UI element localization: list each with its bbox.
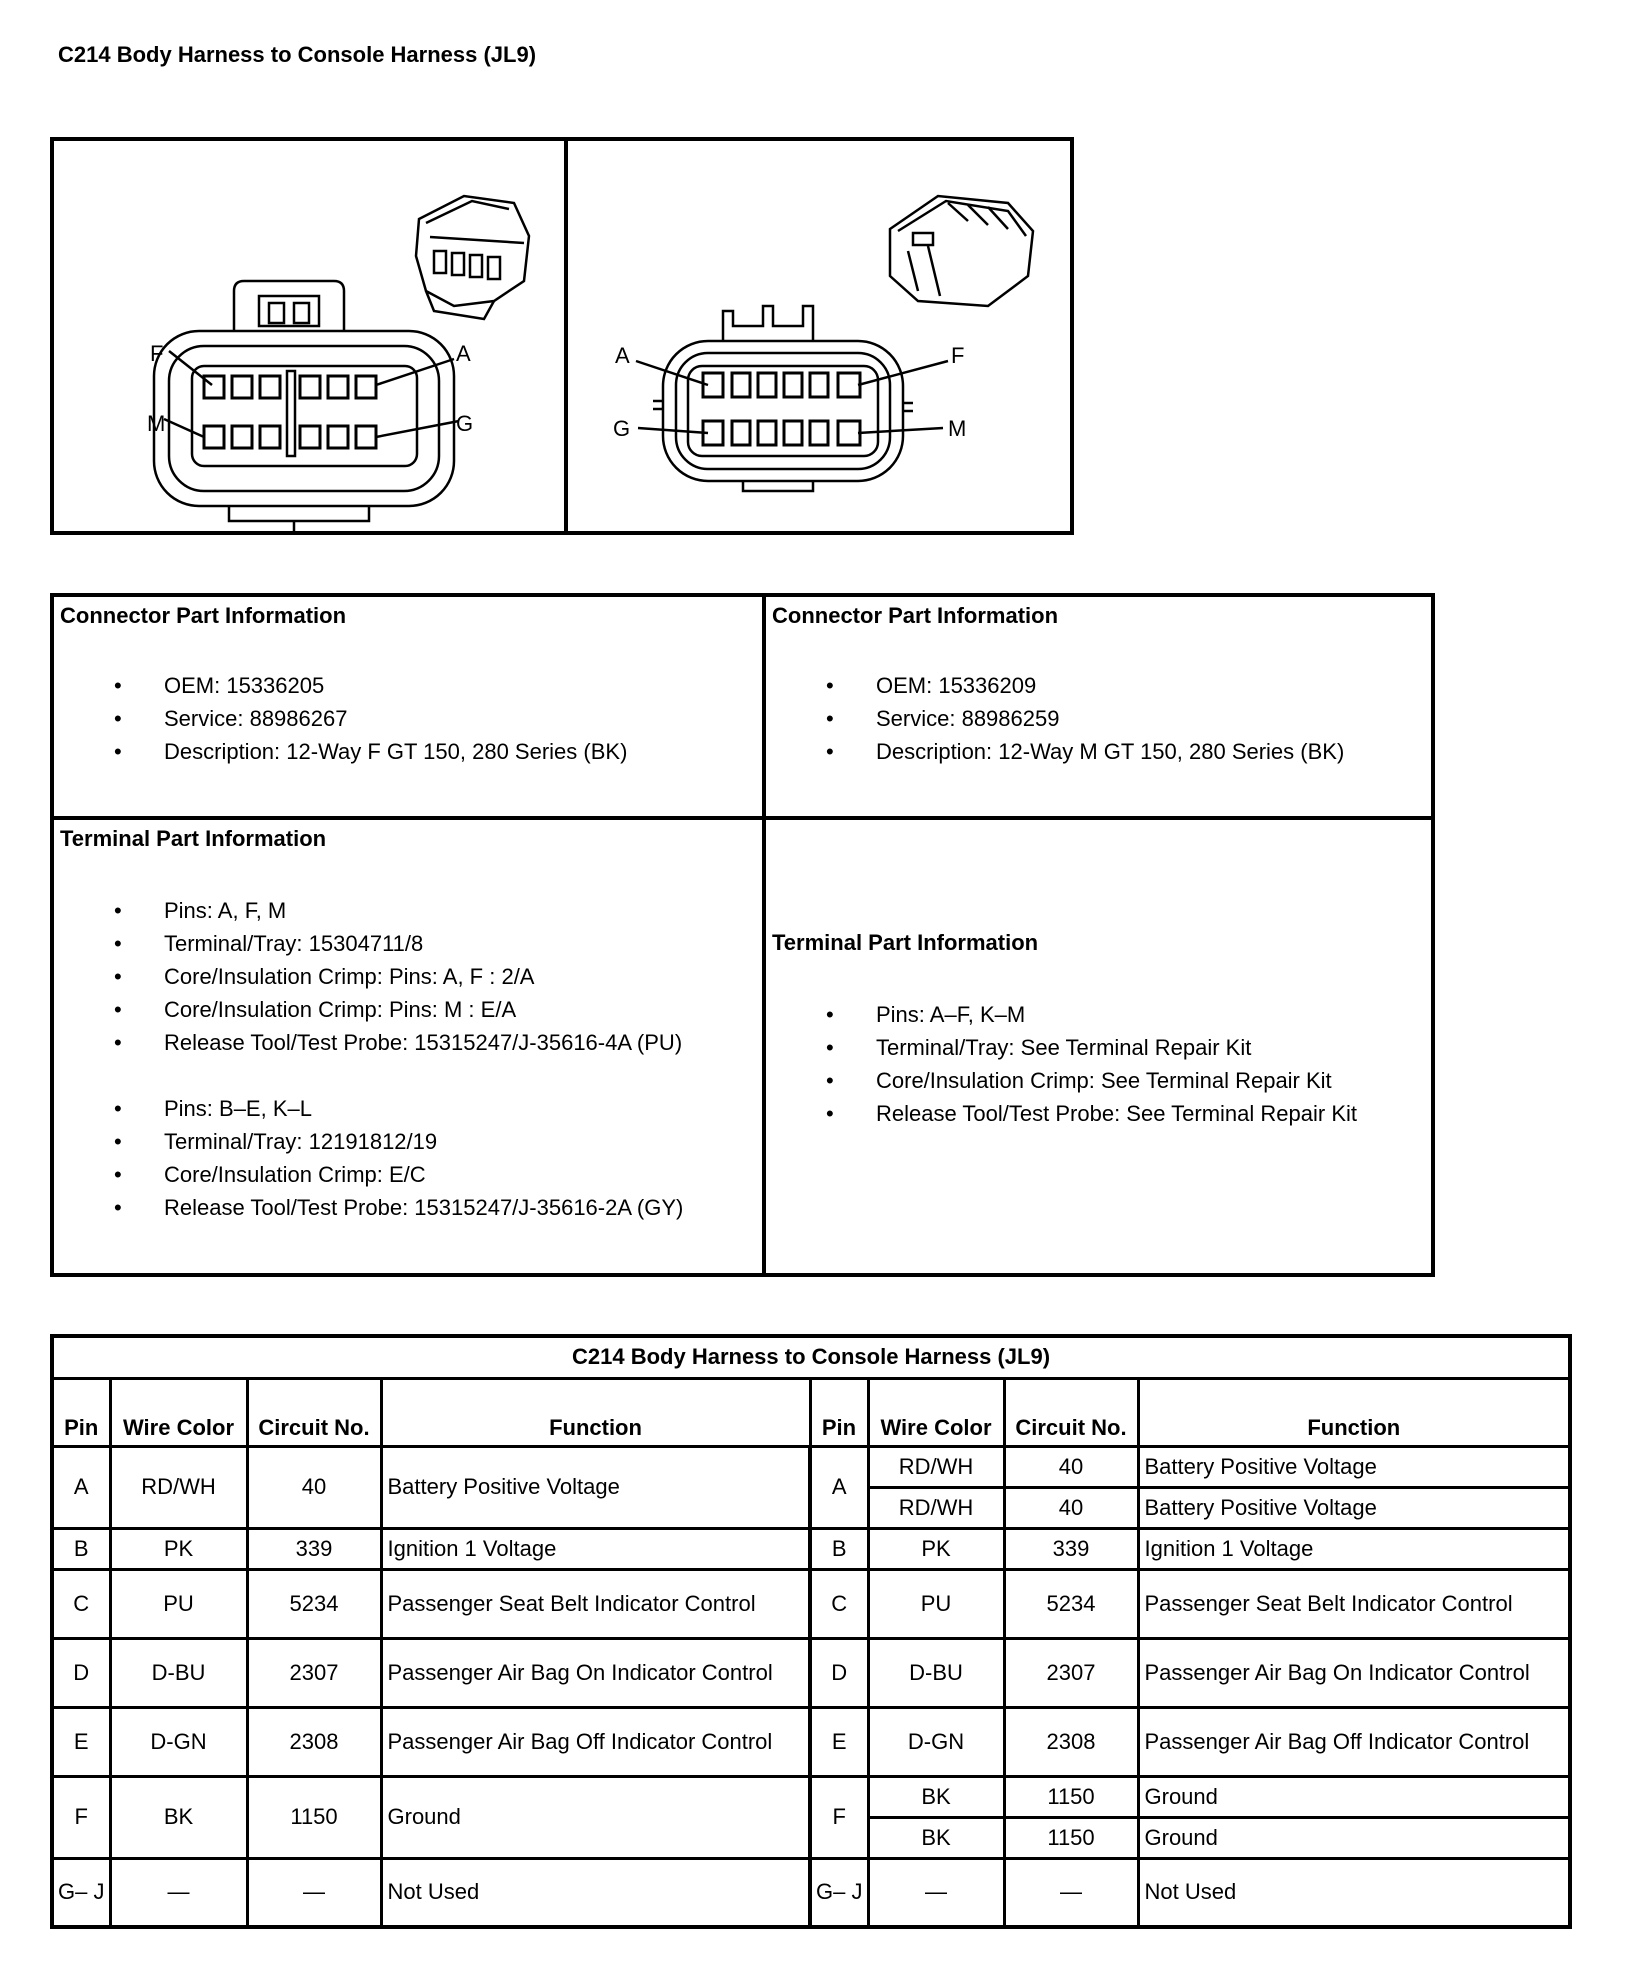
part-information-table [50,593,1435,1277]
header-circuit-no: Circuit No. [1004,1378,1138,1446]
table-row [52,1858,1570,1927]
function-cell: Ignition 1 Voltage [381,1528,810,1569]
male-connector-diagram [568,141,1070,531]
circuit-cell: 40 [1004,1446,1138,1487]
table-row [52,1569,1570,1638]
circuit-cell: 5234 [247,1569,381,1638]
header-circuit-no: Circuit No. [247,1378,381,1446]
header-function: Function [381,1378,810,1446]
function-cell: Passenger Seat Belt Indicator Control [1138,1569,1570,1638]
document-title: C214 Body Harness to Console Harness (JL9) [58,42,537,67]
list-item: • OEM: 15336209 [772,669,1431,702]
wire-color-cell: BK [110,1776,247,1858]
left-label-g: G [456,411,474,436]
function-cell: Battery Positive Voltage [1138,1487,1570,1528]
header-pin: Pin [52,1378,110,1446]
list-item: • Terminal/Tray: See Terminal Repair Kit [772,1031,1431,1064]
list-item: • Terminal/Tray: 15304711/8 [60,927,762,960]
left-connector-heading: Connector Part Information [60,603,347,628]
list-item: • Core/Insulation Crimp: See Terminal Repair Kit [772,1064,1431,1097]
function-cell: Not Used [1138,1858,1570,1927]
function-cell: Passenger Air Bag Off Indicator Control [1138,1707,1570,1776]
right-connector-info [766,597,1431,816]
pin-cell: G– J [52,1858,110,1927]
right-connector-list [772,669,1431,768]
pin-cell: G– J [810,1858,868,1927]
wire-color-cell: PK [110,1528,247,1569]
circuit-cell: 1150 [247,1776,381,1858]
list-item: • Release Tool/Test Probe: 15315247/J-35616-2A (GY) [60,1191,762,1224]
list-item: • Description: 12-Way M GT 150, 280 Series (BK) [772,735,1431,768]
wire-color-cell: PU [110,1569,247,1638]
list-item: • Service: 88986259 [772,702,1431,735]
list-item: • Core/Insulation Crimp: E/C [60,1158,762,1191]
pin-cell: E [52,1707,110,1776]
header-wire-color: Wire Color [110,1378,247,1446]
function-cell: Ground [1138,1776,1570,1817]
list-item: • Core/Insulation Crimp: Pins: M : E/A [60,993,762,1026]
circuit-cell: 1150 [1004,1817,1138,1858]
right-terminal-list [772,998,1431,1130]
table-row [52,1446,1570,1487]
wire-color-cell: — [110,1858,247,1927]
list-item: • OEM: 15336205 [60,669,762,702]
pin-cell: E [810,1707,868,1776]
header-pin: Pin [810,1378,868,1446]
header-wire-color: Wire Color [868,1378,1004,1446]
circuit-cell: — [247,1858,381,1927]
list-item: • Pins: A, F, M [60,894,762,927]
pin-table-title: C214 Body Harness to Console Harness (JL9) [52,1336,1570,1378]
left-connector-list [60,669,762,768]
header-function: Function [1138,1378,1570,1446]
pin-cell: A [810,1446,868,1528]
left-label-a: A [456,341,471,366]
pin-cell: A [52,1446,110,1528]
list-item: • Core/Insulation Crimp: Pins: A, F : 2/A [60,960,762,993]
left-label-m: M [147,411,166,436]
function-cell: Passenger Seat Belt Indicator Control [381,1569,810,1638]
pin-table-header [52,1378,1570,1446]
left-terminal-group-2 [60,1092,762,1224]
function-cell: Ground [381,1776,810,1858]
function-cell: Not Used [381,1858,810,1927]
right-terminal-heading: Terminal Part Information [772,930,1039,955]
function-cell: Ground [1138,1817,1570,1858]
female-connector-3d-icon [416,196,529,319]
list-item: • Release Tool/Test Probe: 15315247/J-35616-4A (PU) [60,1026,762,1059]
wire-color-cell: BK [868,1817,1004,1858]
pin-cell: C [52,1569,110,1638]
circuit-cell: 339 [247,1528,381,1569]
right-label-a: A [615,343,630,368]
function-cell: Battery Positive Voltage [381,1446,810,1528]
right-label-m: M [948,416,967,441]
table-row [52,1707,1570,1776]
function-cell: Passenger Air Bag Off Indicator Control [381,1707,810,1776]
function-cell: Passenger Air Bag On Indicator Control [381,1638,810,1707]
list-item: • Service: 88986267 [60,702,762,735]
list-item: • Release Tool/Test Probe: See Terminal Repair Kit [772,1097,1431,1130]
wire-color-cell: D-GN [110,1707,247,1776]
circuit-cell: 2308 [247,1707,381,1776]
circuit-cell: 2307 [1004,1638,1138,1707]
circuit-cell: — [1004,1858,1138,1927]
circuit-cell: 339 [1004,1528,1138,1569]
pin-cell: B [810,1528,868,1569]
pin-cell: D [810,1638,868,1707]
list-item: • Description: 12-Way F GT 150, 280 Series (BK) [60,735,762,768]
circuit-cell: 2307 [247,1638,381,1707]
pin-cell: F [810,1776,868,1858]
pin-cell: D [52,1638,110,1707]
function-cell: Passenger Air Bag On Indicator Control [1138,1638,1570,1707]
male-connector-face [653,306,913,491]
list-item: • Pins: B–E, K–L [60,1092,762,1125]
wire-color-cell: BK [868,1776,1004,1817]
pin-cell: B [52,1528,110,1569]
circuit-cell: 5234 [1004,1569,1138,1638]
connector-diagram-frame [50,137,1074,535]
right-label-f: F [951,343,965,368]
left-terminal-heading: Terminal Part Information [60,826,327,851]
wire-color-cell: RD/WH [868,1446,1004,1487]
left-connector-info [54,597,762,816]
left-label-f: F [150,341,164,366]
male-connector-3d-icon [890,196,1033,306]
pin-assignment-table [50,1334,1572,1929]
wire-color-cell: D-GN [868,1707,1004,1776]
right-label-g: G [613,416,631,441]
left-terminal-group-1 [60,894,762,1059]
wire-color-cell: PU [868,1569,1004,1638]
pin-cell: C [810,1569,868,1638]
wire-color-cell: RD/WH [868,1487,1004,1528]
wire-color-cell: — [868,1858,1004,1927]
right-connector-heading: Connector Part Information [772,603,1059,628]
wire-color-cell: D-BU [868,1638,1004,1707]
circuit-cell: 1150 [1004,1776,1138,1817]
table-row [52,1776,1570,1817]
wire-color-cell: D-BU [110,1638,247,1707]
female-connector-diagram [54,141,564,531]
circuit-cell: 40 [1004,1487,1138,1528]
wire-color-cell: PK [868,1528,1004,1569]
circuit-cell: 40 [247,1446,381,1528]
list-item: • Pins: A–F, K–M [772,998,1431,1031]
circuit-cell: 2308 [1004,1707,1138,1776]
pin-cell: F [52,1776,110,1858]
table-row [52,1638,1570,1707]
wire-color-cell: RD/WH [110,1446,247,1528]
function-cell: Battery Positive Voltage [1138,1446,1570,1487]
function-cell: Ignition 1 Voltage [1138,1528,1570,1569]
left-terminal-info [54,820,762,1273]
right-terminal-info [766,820,1431,1273]
list-item: • Terminal/Tray: 12191812/19 [60,1125,762,1158]
table-row [52,1528,1570,1569]
female-connector-face [154,281,454,531]
